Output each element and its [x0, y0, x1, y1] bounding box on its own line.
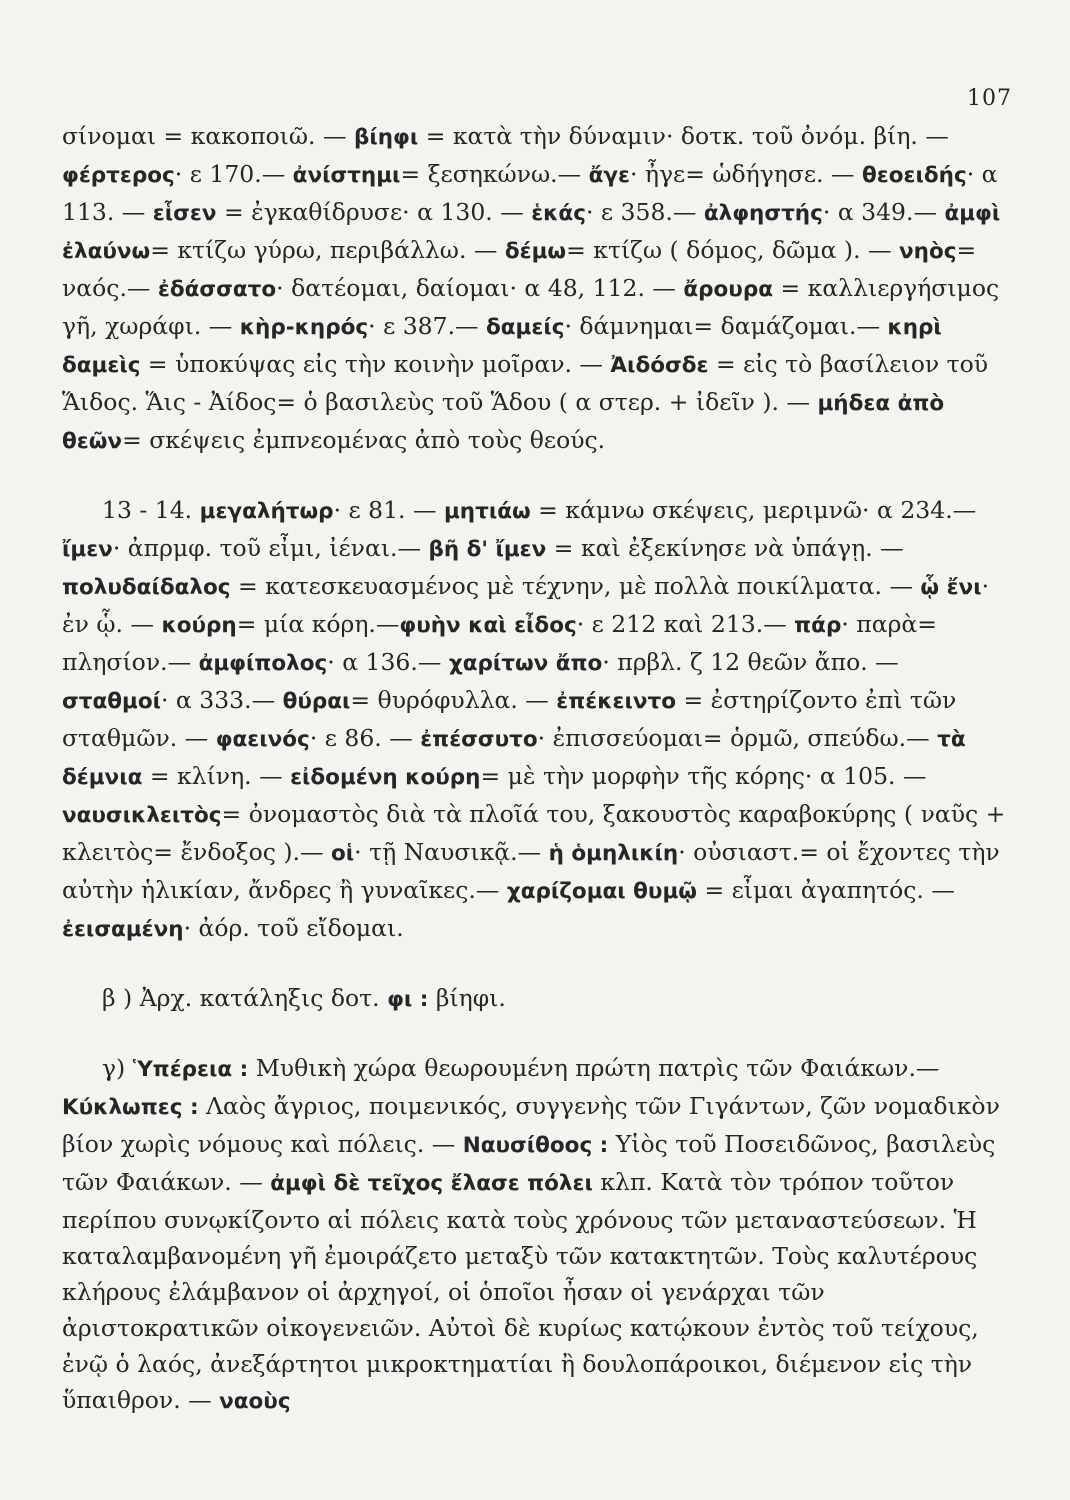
bold-term: μήδεα ἀπὸ θεῶν: [62, 391, 945, 454]
bold-term: φαεινός: [215, 727, 310, 752]
bold-term: ἄγε: [588, 163, 630, 188]
bold-term: ἡ ὁμηλικίη: [548, 841, 679, 866]
bold-term: θύραι: [282, 689, 351, 714]
bold-term: βίηφι: [353, 125, 419, 150]
page-number: 107: [967, 86, 1012, 111]
bold-term: χαρίτων ἄπο: [448, 651, 603, 676]
paragraph-gap: [62, 1018, 1012, 1050]
paragraph-gap: [62, 948, 1012, 980]
paragraph-commentary: γ) Ὑπέρεια : Μυθικὴ χώρα θεωρουμένη πρώτη πατρὶς τῶν Φαιάκων.— Κύκλωπες : Λαὸς ἄγριος, ποιμενικός, συγγενὴς τῶν Γιγάντων, ζῶν νομαδικὸν βίον χωρὶς νόμους καὶ πόλεις. — Ναυσίθοος : Υἱὸς τοῦ Ποσειδῶνος, βασιλεὺς τῶν Φαιάκων. — ἀμφὶ δὲ τεῖχος ἔλασε πόλει κλπ. Κατὰ τὸν τρόπον τοῦτον περίπου συνῳκίζοντο αἱ πόλεις κατὰ τοὺς χρόνους τῶν μεταναστεύσεων. Ἡ καταλαμβανομένη γῆ ἐμοιράζετο μεταξὺ τῶν κατακτητῶν. Τοὺς καλυτέρους κλήρους ἐλάμβανον οἱ ἀρχηγοί, οἱ ὁποῖοι ἦσαν οἱ γενάρχαι τῶν ἀριστοκρατικῶν οἰκογενειῶν. Αὐτοὶ δὲ κυρίως κατῴκουν ἐντὸς τοῦ τείχους, ἐνῷ ὁ λαός, ἀνεξάρτητοι μικροκτηματίαι ἢ δουλοπάροικοι, διέμενον εἰς τὴν ὕπαιθρον. — ναοὺς: [62, 1054, 1000, 1414]
bold-term: ἐεισαμένη: [62, 917, 184, 942]
bold-term: Ὑπέρεια :: [132, 1057, 249, 1082]
bold-term: δαμείς: [486, 315, 565, 340]
bold-term: μητιάω: [443, 499, 531, 524]
bold-term: εἰδομένη κούρη: [290, 765, 481, 790]
bold-term: Ἀιδόσδε: [610, 353, 709, 378]
bold-term: φι :: [387, 987, 429, 1012]
bold-term: οἱ: [330, 841, 355, 866]
bold-term: θεοειδής: [862, 163, 967, 188]
bold-term: δέμω: [504, 239, 567, 264]
bold-term: τὰ δέμνια: [62, 727, 966, 790]
bold-term: φέρτερος: [62, 163, 175, 188]
bold-term: ἀμφὶ ἐλαύνω: [62, 201, 1001, 264]
paragraph-gap: [62, 460, 1012, 492]
bold-term: κὴρ-κηρός: [239, 315, 369, 340]
bold-term: βῆ δ' ἴμεν: [428, 537, 547, 562]
bold-term: ναυσικλειτὸς: [62, 803, 222, 828]
page-text: [62, 118, 1012, 1420]
bold-term: μεγαλήτωρ: [199, 499, 334, 524]
paragraph-vocabulary-2: 13 - 14. μεγαλήτωρ· ε 81. — μητιάω = κάμνω σκέψεις, μεριμνῶ· α 234.— ἴμεν· ἀπρμφ. τοῦ εἶμι, ἰέναι.— βῆ δ' ἴμεν = καὶ ἐξεκίνησε νὰ ὑπάγῃ. — πολυδαίδαλος = κατεσκευασμένος μὲ τέχνην, μὲ πολλὰ ποικίλματα. — ᾧ ἔνι· ἐν ᾧ. — κούρη= μία κόρη.—φυὴν καὶ εἶδος· ε 212 καὶ 213.— πάρ· παρὰ= πλησίον.— ἀμφίπολος· α 136.— χαρίτων ἄπο· πρβλ. ζ 12 θεῶν ἄπο. — σταθμοί· α 333.— θύραι= θυρόφυλλα. — ἐπέκειντο = ἐστηρίζοντο ἐπὶ τῶν σταθμῶν. — φαεινός· ε 86. — ἐπέσσυτο· ἐπισσεύομαι= ὁρμῶ, σπεύδω.— τὰ δέμνια = κλίνη. — εἰδομένη κούρη= μὲ τὴν μορφὴν τῆς κόρης· α 105. — ναυσικλειτὸς= ὀνομαστὸς διὰ τὰ πλοῖά του, ξακουστὸς καραβοκύρης ( ναῦς + κλειτὸς= ἔνδοξος ).— οἱ· τῇ Ναυσικᾷ.— ἡ ὁμηλικίη· οὐσιαστ.= οἱ ἔχοντες τὴν αὐτὴν ἡλικίαν, ἄνδρες ἢ γυναῖκες.— χαρίζομαι θυμῷ = εἶμαι ἀγαπητός. — ἐεισαμένη· ἀόρ. τοῦ εἴδομαι.: [62, 496, 1006, 942]
bold-term: ἄρουρα: [683, 277, 773, 302]
bold-term: σταθμοί: [62, 689, 161, 714]
paragraph-vocabulary-1: σίνομαι = κακοποιῶ. — βίηφι = κατὰ τὴν δύναμιν· δοτκ. τοῦ ὀνόμ. βίη. — φέρτερος· ε 170.— ἀνίστημι= ξεσηκώνω.— ἄγε· ἦγε= ὡδήγησε. — θεοειδής· α 113. — εἷσεν = ἐγκαθίδρυσε· α 130. — ἑκάς· ε 358.— ἀλφηστής· α 349.— ἀμφὶ ἐλαύνω= κτίζω γύρω, περιβάλλω. — δέμω= κτίζω ( δόμος, δῶμα ). — νηὸς= ναός.— ἐδάσσατο· δατέομαι, δαίομαι· α 48, 112. — ἄρουρα = καλλιεργήσιμος γῆ, χωράφι. — κὴρ-κηρός· ε 387.— δαμείς· δάμνημαι= δαμάζομαι.— κηρὶ δαμεὶς = ὑποκύψας εἰς τὴν κοινὴν μοῖραν. — Ἀιδόσδε = εἰς τὸ βασίλειον τοῦ Ἅιδος. Ἅις - Ἀίδος= ὁ βασιλεὺς τοῦ Ἅδου ( α στερ. + ἰδεῖν ). — μήδεα ἀπὸ θεῶν= σκέψεις ἐμπνεομένας ἀπὸ τοὺς θεούς.: [62, 122, 1001, 454]
bold-term: ἑκάς: [531, 201, 586, 226]
bold-term: κηρὶ δαμεὶς: [62, 315, 942, 378]
bold-term: χαρίζομαι θυμῷ: [506, 879, 697, 904]
bold-term: ἐπέκειντο: [556, 689, 676, 714]
bold-term: ᾧ ἔνι: [920, 575, 982, 600]
bold-term: ἀλφηστής: [703, 201, 823, 226]
bold-term: κούρη: [161, 613, 237, 638]
bold-term: ἀνίστημι: [292, 163, 401, 188]
bold-term: ἴμεν: [62, 537, 113, 562]
bold-term: Ναυσίθοος :: [462, 1133, 609, 1158]
bold-term: πολυδαίδαλος: [62, 575, 231, 600]
bold-term: ἀμφὶ δὲ τεῖχος ἔλασε πόλει: [270, 1171, 593, 1196]
bold-term: εἷσεν: [152, 201, 217, 226]
bold-term: φυὴν καὶ εἶδος: [399, 613, 577, 638]
bold-term: πάρ: [794, 613, 842, 638]
bold-term: ἐπέσσυτο: [420, 727, 538, 752]
bold-term: νηὸς: [899, 239, 957, 264]
bold-term: ἀμφίπολος: [198, 651, 328, 676]
paragraph-grammar-note: β ) Ἀρχ. κατάληξις δοτ. φι : βίηφι.: [102, 984, 506, 1012]
bold-term: ἐδάσσατο: [157, 277, 277, 302]
bold-term: Κύκλωπες :: [62, 1095, 199, 1120]
bold-term: ναοὺς: [219, 1389, 291, 1414]
